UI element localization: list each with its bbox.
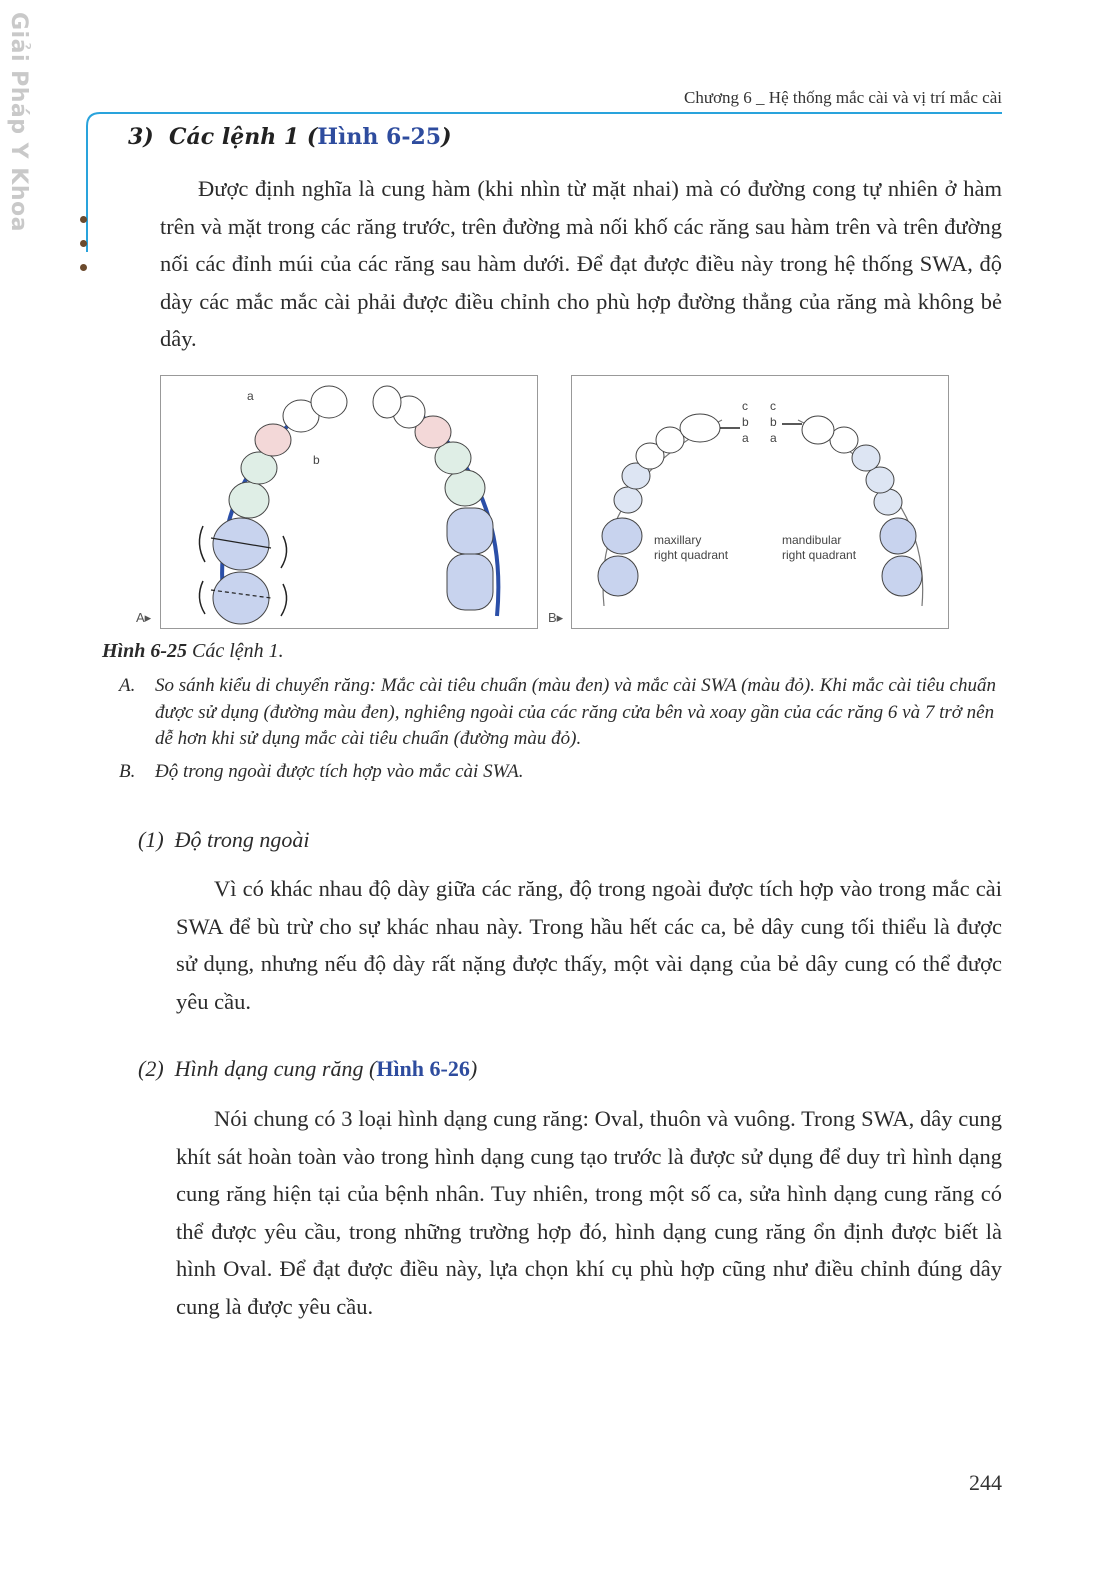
figure-caption-title — [102, 640, 284, 663]
figure-link-6-25[interactable]: Hình 6-25 — [317, 124, 442, 150]
subsection-1-title: Độ trong ngoài — [174, 827, 310, 852]
side-brand-text: Giải Pháp Y Khoa — [6, 12, 31, 232]
subsection-2-title-suffix: ) — [469, 1056, 478, 1081]
subsection-2-paragraph — [176, 1100, 1002, 1325]
section-number: 3) — [128, 124, 154, 150]
figure-caption-text: Các lệnh 1. — [187, 640, 284, 662]
section-title-prefix: Các lệnh 1 ( — [169, 124, 318, 150]
subsection-2-heading — [138, 1056, 477, 1082]
panel-b-mark-c-right: c — [770, 399, 776, 413]
caption-item-a-text: So sánh kiểu di chuyển răng: Mắc cài tiêu chuẩn (màu đen) và mắc cài SWA (màu đỏ). Khi mắc cài tiêu chuẩn được sử dụng (đường màu đen), nghiêng ngoài của các răng cửa bên và xoay gần của các răng 6 và 7 trở nên dễ hơn khi sử dụng mắc cài tiêu chuẩn (đường màu đỏ). — [155, 675, 996, 749]
panel-b-mandibular-line2: right quadrant — [782, 548, 857, 562]
subsection-1-paragraph-text: Vì có khác nhau độ dày giữa các răng, độ trong ngoài được tích hợp vào trong mắc cài SWA để bù trừ cho sự khác nhau này. Trong hầu hết các ca, bẻ dây cung tối thiểu là được sử dụng, nhưng nếu độ dày rất nặng được thấy, một vài dạng của bẻ dây cung có thể được yêu cầu. — [176, 876, 1002, 1014]
figure-panel-a — [160, 375, 538, 629]
section-title-suffix: ) — [441, 124, 452, 150]
section-heading — [128, 124, 452, 150]
section-paragraph — [160, 170, 1002, 358]
subsection-2-title-prefix: Hình dạng cung răng ( — [174, 1056, 377, 1081]
subsection-2-number: (2) — [138, 1056, 164, 1081]
dot-2 — [80, 240, 87, 247]
panel-b-illustration — [572, 376, 948, 628]
subsection-1-paragraph — [176, 870, 1002, 1020]
subsection-1-heading — [138, 827, 310, 853]
panel-b-maxillary-line1: maxillary — [654, 533, 702, 547]
subsection-1-number: (1) — [138, 827, 164, 852]
panel-b-letter: B — [548, 610, 557, 625]
side-brand-watermark — [4, 8, 34, 232]
dot-3 — [80, 264, 87, 271]
figure-panel-b — [571, 375, 949, 629]
caption-item-a-letter: A. — [119, 675, 136, 696]
caption-item-a — [119, 673, 1005, 753]
panel-b-arrow: ▸ — [556, 610, 564, 625]
decorative-dots — [80, 216, 92, 288]
running-header: Chương 6 _ Hệ thống mắc cài và vị trí mắc cài — [684, 88, 1002, 107]
panel-b-mark-a-right: a — [770, 431, 777, 445]
page-number: 244 — [969, 1470, 1002, 1495]
panel-b-mark-b-left: b — [742, 415, 749, 429]
subsection-2-paragraph-text: Nói chung có 3 loại hình dạng cung răng: Oval, thuôn và vuông. Trong SWA, dây cung khít sát hoàn toàn vào trong hình dạng cung tạo trước là được sử dụng để duy trì hình dạng cung răng hiện tại của bệnh nhân. Tuy nhiên, trong một số ca, sửa hình dạng cung răng có thể được yêu cầu, trong những trường hợp đó, hình dạng cung răng ổn định được biết là hình Oval. Để đạt được điều này, lựa chọn khí cụ phù hợp cũng như điều chỉnh đúng dây cung là được yêu cầu. — [176, 1106, 1002, 1319]
caption-item-b-letter: B. — [119, 761, 136, 782]
figure-caption-number: Hình 6-25 — [102, 640, 188, 662]
panel-a-mark-b: b — [313, 453, 320, 467]
caption-item-b-text: Độ trong ngoài được tích hợp vào mắc cài SWA. — [155, 761, 524, 782]
panel-b-mark-a-left: a — [742, 431, 749, 445]
panel-b-mandibular-line1: mandibular — [782, 533, 842, 547]
panel-a-mark-a: a — [247, 389, 254, 403]
panel-a-letter: A — [136, 610, 145, 625]
panel-b-mark-b-right: b — [770, 415, 777, 429]
panel-b-maxillary-line2: right quadrant — [654, 548, 729, 562]
panel-a-illustration — [161, 376, 537, 628]
caption-item-b — [119, 759, 1005, 786]
figure-link-6-26[interactable]: Hình 6-26 — [376, 1056, 470, 1081]
section-paragraph-text: Được định nghĩa là cung hàm (khi nhìn từ mặt nhai) mà có đường cong tự nhiên ở hàm trên và mặt trong các răng trước, trên đường mà nối khố các răng sau hàm trên và trên đường nối các đỉnh múi của các răng sau hàm dưới. Để đạt được điều này trong hệ thống SWA, độ dày các mắc mắc cài phải được điều chỉnh cho phù hợp đường thẳng của răng mà không bẻ dây. — [160, 176, 1002, 351]
panel-a-label — [136, 610, 151, 626]
panel-b-label — [548, 610, 563, 626]
panel-b-mark-c-left: c — [742, 399, 748, 413]
dot-1 — [80, 216, 87, 223]
panel-a-arrow: ▸ — [144, 610, 152, 625]
